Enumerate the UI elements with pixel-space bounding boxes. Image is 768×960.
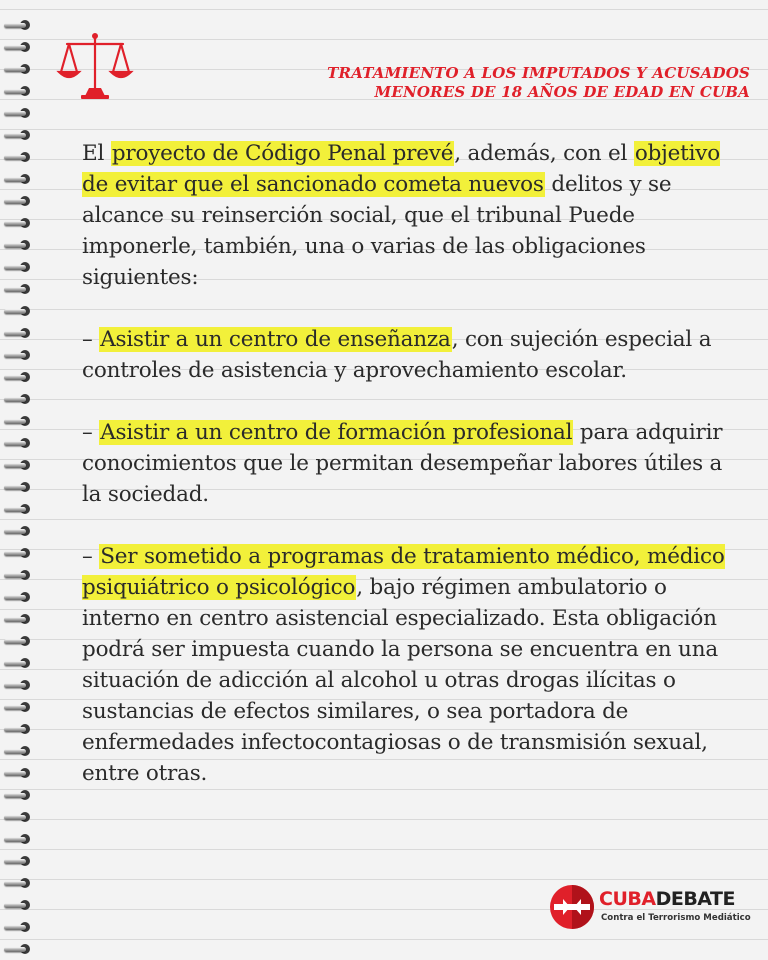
spiral-binding — [0, 0, 40, 960]
paragraph-obligation-treatment — [82, 541, 742, 789]
spiral-ring — [4, 766, 34, 780]
spiral-ring — [4, 414, 34, 428]
spiral-ring — [4, 634, 34, 648]
spiral-ring — [4, 876, 34, 890]
spiral-ring — [4, 18, 34, 32]
spiral-ring — [4, 502, 34, 516]
logo-wordmark — [599, 888, 735, 910]
page-header — [230, 64, 750, 102]
text-segment: El — [82, 141, 111, 166]
spiral-ring — [4, 458, 34, 472]
spiral-ring — [4, 920, 34, 934]
spiral-ring — [4, 150, 34, 164]
text-segment: – — [82, 327, 100, 352]
spiral-ring — [4, 678, 34, 692]
spiral-ring — [4, 744, 34, 758]
spiral-ring — [4, 172, 34, 186]
spiral-ring — [4, 524, 34, 538]
spiral-ring — [4, 282, 34, 296]
article-body — [82, 138, 742, 789]
logo-word-debate: DEBATE — [655, 888, 735, 910]
spiral-ring — [4, 62, 34, 76]
scales-of-justice-icon — [55, 30, 135, 102]
spiral-ring — [4, 84, 34, 98]
header-line-2: MENORES DE 18 AÑOS DE EDAD EN CUBA — [374, 83, 750, 101]
spiral-ring — [4, 260, 34, 274]
paragraph-obligation-training — [82, 417, 742, 510]
spiral-ring — [4, 568, 34, 582]
logo-word-cuba: CUBA — [599, 888, 656, 910]
paragraph-intro — [82, 138, 742, 293]
highlighted-text: Asistir a un centro de formación profesional — [100, 420, 573, 445]
spiral-ring — [4, 788, 34, 802]
text-segment: para adquirir conocimientos que le permitan desempeñar labores útiles a la sociedad. — [82, 420, 723, 507]
spiral-ring — [4, 348, 34, 362]
header-line-1: TRATAMIENTO A LOS IMPUTADOS Y ACUSADOS — [327, 64, 750, 82]
spiral-ring — [4, 480, 34, 494]
text-segment: – — [82, 544, 100, 569]
spiral-ring — [4, 700, 34, 714]
text-segment: , además, con el — [454, 141, 634, 166]
highlighted-text: proyecto de Código Penal prevé — [111, 141, 454, 166]
spiral-ring — [4, 326, 34, 340]
spiral-ring — [4, 832, 34, 846]
spiral-ring — [4, 942, 34, 956]
text-segment: delitos y se alcance su reinserción social, que el tribunal Puede imponerle, también, una o varias de las obligaciones siguientes: — [82, 172, 672, 290]
highlighted-text: Asistir a un centro de enseñanza — [100, 327, 451, 352]
text-segment: – — [82, 420, 100, 445]
spiral-ring — [4, 128, 34, 142]
spiral-ring — [4, 436, 34, 450]
text-segment: , con sujeción especial a controles de asistencia y aprovechamiento escolar. — [82, 327, 712, 383]
logo-tagline: Contra el Terrorismo Mediático — [601, 913, 751, 923]
cubadebate-logo-icon — [549, 884, 595, 930]
spiral-ring — [4, 612, 34, 626]
spiral-ring — [4, 656, 34, 670]
spiral-ring — [4, 106, 34, 120]
spiral-ring — [4, 722, 34, 736]
spiral-ring — [4, 854, 34, 868]
spiral-ring — [4, 370, 34, 384]
spiral-ring — [4, 546, 34, 560]
text-segment: , bajo régimen ambulatorio o interno en centro asistencial especializado. Esta obligación podrá ser impuesta cuando la persona se encuentra en una situación de adicción al alcohol u otras drogas ilícitas o sustancias de efectos similares, o sea portadora de enfermedades infectocontagiosas o de transmisión sexual, entre otras. — [82, 575, 718, 786]
spiral-ring — [4, 238, 34, 252]
spiral-ring — [4, 898, 34, 912]
spiral-ring — [4, 304, 34, 318]
spiral-ring — [4, 392, 34, 406]
spiral-ring — [4, 216, 34, 230]
spiral-ring — [4, 194, 34, 208]
spiral-ring — [4, 40, 34, 54]
spiral-ring — [4, 590, 34, 604]
highlighted-text: Ser sometido a programas de tratamiento médico, médico psiquiátrico o psicológico — [82, 544, 725, 600]
cubadebate-logo — [549, 884, 749, 934]
spiral-ring — [4, 810, 34, 824]
paragraph-obligation-education — [82, 324, 742, 386]
highlighted-text: objetivo de evitar que el sancionado cometa nuevos — [82, 141, 720, 197]
